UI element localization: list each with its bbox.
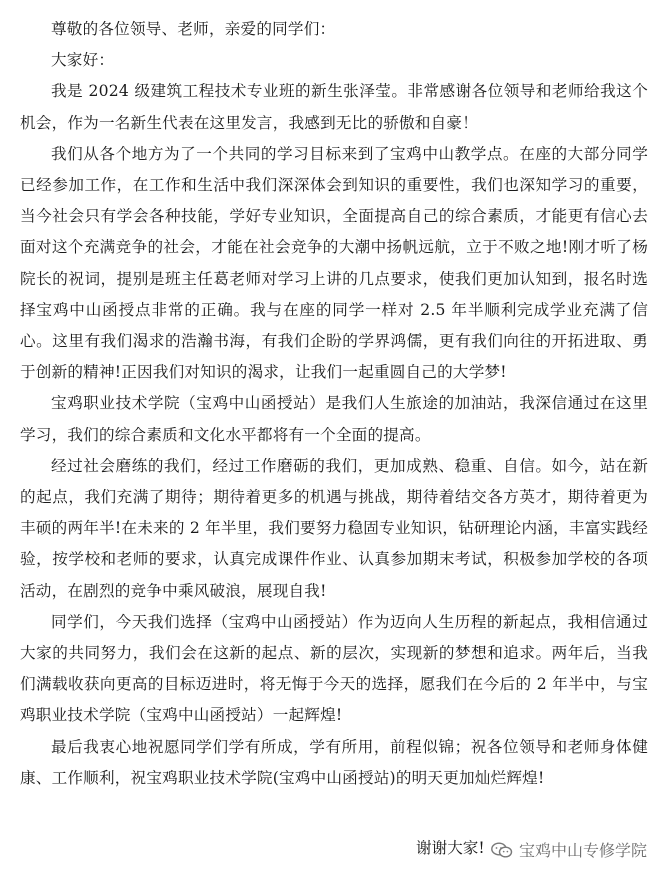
- speech-greeting: 大家好：: [51, 51, 115, 70]
- speech-paragraph: 同学们，今天我们选择（宝鸡中山函授站）作为迈向人生历程的新起点，我相信通过大家的共同努力，我们会在这新的起点、新的层次，实现新的梦想和追求。两年后，当我们满载收获向更高的目标迈进时，将无悔于今天的选择，愿我们在今后的 2 年半中，与宝鸡职业技术学院（宝鸡中山函授站）一起辉煌!: [20, 612, 648, 725]
- speech-document: [20, 14, 648, 794]
- speech-paragraph: 我们从各个地方为了一个共同的学习目标来到了宝鸡中山教学点。在座的大部分同学已经参加工作，在工作和生活中我们深深体会到知识的重要性，我们也深知学习的重要，当今社会只有学会各种技能，学好专业知识，全面提高自己的综合素质，才能更有信心去面对这个充满竞争的社会，才能在社会竞争的大潮中扬帆远航，立于不败之地!刚才听了杨院长的祝词，提别是班主任葛老师对学习上讲的几点要求，使我们更加认知到，报名时选择宝鸡中山函授点非常的正确。我与在座的同学一样对 2.5 年半顺利完成学业充满了信心。这里有我们渴求的浩瀚书海，有我们企盼的学界鸿儒，更有我们向往的开拓进取、勇于创新的精神!正因我们对知识的渴求，让我们一起重圆自己的大学梦!: [20, 144, 648, 382]
- speech-salutation: 尊敬的各位领导、老师，亲爱的同学们：: [51, 20, 336, 38]
- speech-paragraph: 宝鸡职业技术学院（宝鸡中山函授站）是我们人生旅途的加油站，我深信通过在这里学习，我们的综合素质和文化水平都将有一个全面的提高。: [20, 394, 648, 444]
- speech-paragraph: 经过社会磨练的我们，经过工作磨砺的我们，更加成熟、稳重、自信。如今，站在新的起点，我们充满了期待；期待着更多的机遇与挑战，期待着结交各方英才，期待着更为丰硕的两年半!在未来的 2 年半里，我们要努力稳固专业知识，钻研理论内涵，丰富实践经验，按学校和老师的要求，认真完成课件作业、认真参加期末考试，积极参加学校的各项活动，在剧烈的竞争中乘风破浪，展现自我!: [20, 456, 648, 600]
- speech-paragraph: 最后我衷心地祝愿同学们学有所成，学有所用，前程似锦；祝各位领导和老师身体健康、工作顺利，祝宝鸡职业技术学院(宝鸡中山函授站)的明天更加灿烂辉煌!: [20, 737, 648, 787]
- source-watermark: [491, 838, 647, 861]
- speech-closing: 谢谢大家!: [416, 839, 485, 857]
- speech-paragraph: 我是 2024 级建筑工程技术专业班的新生张泽莹。非常感谢各位领导和老师给我这个机会，作为一名新生代表在这里发言，我感到无比的骄傲和自豪！: [20, 82, 648, 132]
- watermark-text: 宝鸡中山专修学院: [518, 841, 647, 860]
- wechat-official-account-icon: [491, 842, 513, 858]
